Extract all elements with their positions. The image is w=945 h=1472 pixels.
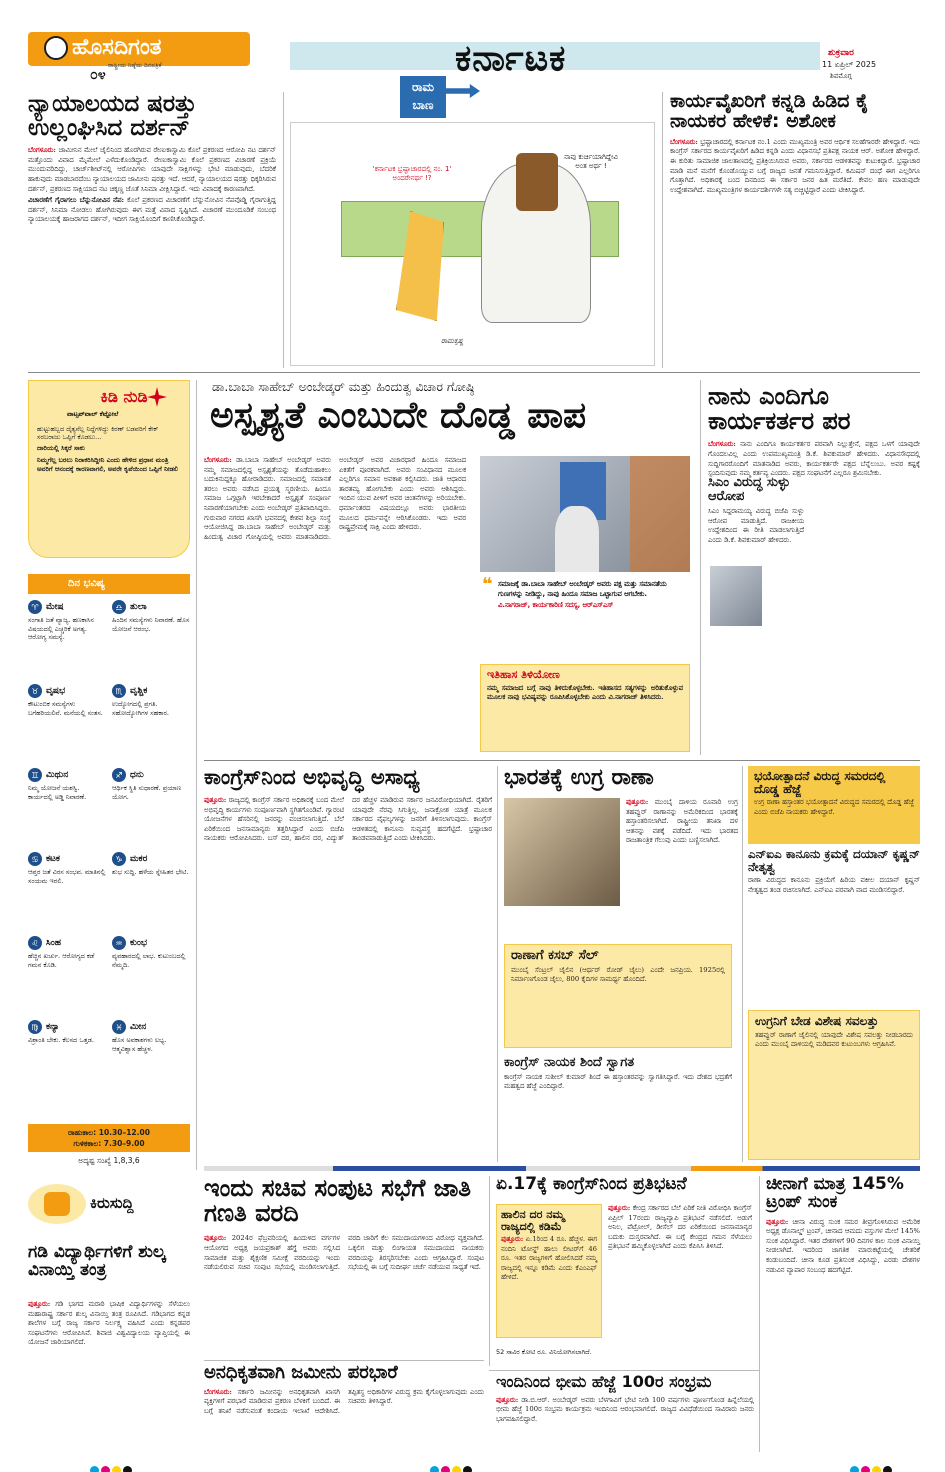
- kiru-suddi-dateline: ಪುತ್ತೂರು:: [28, 1300, 51, 1308]
- page-number: ೦೪: [90, 67, 106, 83]
- story-ambedkar-body: ಡಾ.ಬಾಬಾ ಸಾಹೇಬ್ ಅಂಬೇಡ್ಕರ್ ಅವರು ನಮ್ಮ ಸಮಾಜದಲ್ಲಿದ್ದ ಅಸ್ಪೃಶ್ಯತೆಯನ್ನು ತೊಡೆದುಹಾಕಲು ಬದುಕಿನುದ್ದಕ್ಕೂ ಹೋರಾಡಿದರು. ಸಮಾಜದಲ್ಲಿ ಸಮಾನತೆ ತರಲು ಅವರು ನಡೆಸಿದ ಪ್ರಯತ್ನ ಸ್ಮರಣೀಯ. ಹಿಂದೂ ಸಮಾಜ ಒಗ್ಗಟ್ಟಾಗಿ ಇರಬೇಕಾದರೆ ಅಸ್ಪೃಶ್ಯತೆ ಸಂಪೂರ್ಣ ನಿವಾರಣೆಯಾಗಬೇಕು ಎಂದು ಅಂಬೇಡ್ಕರ್ ಪ್ರತಿಪಾದಿಸಿದ್ದರು. ಗುರುವಾರ ನಗರದ ಖಾಸಗಿ ಭವನದಲ್ಲಿ ಕೇಶವ ಶಿಲ್ಪಾ ಸಂಸ್ಥೆ ಆಯೋಜಿಸಿದ್ದ ಡಾ.ಬಾಬಾ ಸಾಹೇಬ್ ಅಂಬೇಡ್ಕರ್ ಮತ್ತು ಹಿಂದುತ್ವ ವಿಚಾರ ಗೋಷ್ಠಿಯಲ್ಲಿ ಅವರು ಮಾತನಾಡಿದರು. ಅಂಬೇಡ್ಕರ್ ಅವರ ವಿಚಾರಧಾರೆ ಹಿಂದೂ ಸಮಾಜದ ಏಕತೆಗೆ ಪೂರಕವಾಗಿದೆ. ಅವರು ಸಂವಿಧಾನದ ಮೂಲಕ ಎಲ್ಲರಿಗೂ ಸಮಾನ ಅವಕಾಶ ಕಲ್ಪಿಸಿದರು. ಜಾತಿ ಆಧಾರದ ತಾರತಮ್ಯ ಹೋಗಬೇಕು ಎಂದು ಅವರು ಆಶಿಸಿದ್ದರು. ಇಂದಿನ ಯುವ ಪೀಳಿಗೆ ಅವರ ಚಿಂತನೆಗಳನ್ನು ಅರಿಯಬೇಕು. ಧರ್ಮಾಂತರದ ವಿಷಯದಲ್ಲೂ ಅವರು ಭಾರತೀಯ ಮೂಲದ ಧರ್ಮವನ್ನೇ ಆರಿಸಿಕೊಂಡರು. ಇದು ಅವರ ರಾಷ್ಟ್ರಪ್ರೇಮಕ್ಕೆ ಸಾಕ್ಷಿ ಎಂದು ಹೇಳಿದರು.: [204, 456, 466, 541]
- story-china-headline[interactable]: ಚೀನಾಗೆ ಮಾತ್ರ 145% ಟ್ರಂಪ್ ಸುಂಕ: [766, 1174, 904, 1212]
- story-rana-box-title: ರಾಣಾಗೆ ಕಸಬ್ ಸೆಲ್: [511, 948, 599, 963]
- story-milk-dateline: ಪುತ್ತೂರು:: [501, 1235, 524, 1244]
- story-rana-photo[interactable]: [504, 798, 620, 906]
- story-facility-body: ತಹವ್ವುರ್ ರಾಣಾಗೆ ಜೈಲಿನಲ್ಲಿ ಯಾವುದೇ ವಿಶೇಷ ಸವಲತ್ತು ನೀಡಬಾರದು ಎಂದು ಮುಂಬೈ ದಾಳಿಯಲ್ಲಿ ಮಡಿದವರ ಕುಟುಂಬಗಳು ಆಗ್ರಹಿಸಿವೆ.: [755, 1030, 913, 1049]
- story-facility-box: [748, 1010, 920, 1160]
- story-dks-sub-box: [708, 476, 804, 660]
- story-nia-title: ಎನ್‌ಐಎ ಕಾನೂನು ಕ್ರಮಕ್ಕೆ ದಯಾನ್ ಕೃಷ್ಣನ್ ನೇತೃತ್ವ: [748, 847, 920, 874]
- story-caste: [204, 1176, 484, 1356]
- kidi-nudi-q2: ನಿಮ್ಮಗೆಲ್ಲ ಬರಲು ನಿರಾಕರಿಸಿದ್ದೀನಿ ಎಂದು ಹೇಳಿದ ಪ್ರಧಾನ ಮಂತ್ರಿ ಅವರಿಗೆ ಆನಂದಕ್ಕೆ ಕಾರಣವಾಗಲಿ, ಅವರೇ ಕೃಪೆಯಿಂದ ಒಪ್ಪಿಗೆ ನೀಡಲಿ: [37, 456, 178, 473]
- horoscope-sign: ♏ ವೃಶ್ಚಿಕ ಉದ್ಯೋಗದಲ್ಲಿ ಪ್ರಗತಿ. ಸಹೋದ್ಯೋಗಿಗಳ ಸಹಕಾರ.: [112, 686, 169, 717]
- rama-bana-label: ರಾಮ ಬಾಣ: [412, 80, 434, 112]
- gulika-text: ಗುಳಿಕಕಾಲ: 7.30–9.00: [73, 1139, 145, 1148]
- story-rana-body-wrap: [626, 798, 738, 846]
- horoscope-sign: ♍ ಕನ್ಯಾ ವಿಶ್ರಾಂತಿ ಬೇಕು. ಕೆಲಸದ ಒತ್ತಡ.: [28, 1022, 94, 1044]
- horoscope-title: ದಿನ ಭವಿಷ್ಯ: [68, 578, 105, 589]
- cancer-icon: ♋: [28, 852, 42, 866]
- story-land: [204, 1364, 484, 1460]
- scorpio-icon: ♏: [112, 684, 126, 698]
- cartoon-chair-icon: [516, 153, 558, 211]
- story-ambedkar-quote: ಸಮಾಜಕ್ಕೆ ಡಾ.ಬಾಬಾ ಸಾಹೇಬ್ ಅಂಬೇಡ್ಕರ್ ಅವರು ಪಕ್ಷ ಮತ್ತು ಸಮಾನತೆಯ ಗುಣಗಳನ್ನು ನೀಡಿದ್ದು, ನಾವು ಹಿಂದೂ ಸಮಾಜ ಒಟ್ಟಾಗುವ ಆಗಬೇಕು.: [498, 580, 667, 598]
- horoscope-sign: ♈ ಮೇಷ ಸಂಗಾತಿ ಜತೆ ವ್ಯಾಜ್ಯ. ಹಣಕಾಸಿನ ವಿಷಯದಲ್ಲಿ ಎಚ್ಚರಿಕೆ ಅಗತ್ಯ. ಆರೋಗ್ಯ ಸಮಸ್ಯೆ.: [28, 602, 94, 641]
- story-congress-dev-body: ರಾಜ್ಯದಲ್ಲಿ ಕಾಂಗ್ರೆಸ್ ಸರ್ಕಾರ ಅಧಿಕಾರಕ್ಕೆ ಬಂದ ಮೇಲೆ ಅಭಿವೃದ್ಧಿ ಕಾರ್ಯಗಳು ಸಂಪೂರ್ಣವಾಗಿ ಸ್ಥಗಿತಗೊಂಡಿವೆ. ಗ್ಯಾರಂಟಿ ಯೋಜನೆಗಳ ಹೆಸರಿನಲ್ಲಿ ಜನರನ್ನು ವಂಚಿಸಲಾಗುತ್ತಿದೆ. ಬೆಲೆ ಏರಿಕೆಯಿಂದ ಜನಸಾಮಾನ್ಯರು ತತ್ತರಿಸಿದ್ದಾರೆ ಎಂದು ಬಿಜೆಪಿ ನಾಯಕರು ಆರೋಪಿಸಿದರು. ಬಸ್ ದರ, ಹಾಲಿನ ದರ, ವಿದ್ಯುತ್ ದರ ಹೆಚ್ಚಳ ಮಾಡಿರುವ ಸರ್ಕಾರ ಜನವಿರೋಧಿಯಾಗಿದೆ. ರೈತರಿಗೆ ಯಾವುದೇ ನೆರವು ಸಿಗುತ್ತಿಲ್ಲ. ಜನಾಕ್ರೋಶ ಯಾತ್ರೆ ಮೂಲಕ ಸರ್ಕಾರದ ವೈಫಲ್ಯಗಳನ್ನು ಜನರಿಗೆ ತಿಳಿಸಲಾಗುವುದು. ಕಾಂಗ್ರೆಸ್ ಆಡಳಿತದಲ್ಲಿ ಕಾನೂನು ಸುವ್ಯವಸ್ಥೆ ಹದಗೆಟ್ಟಿದೆ. ಭ್ರಷ್ಟಾಚಾರ ತಾಂಡವವಾಡುತ್ತಿದೆ ಎಂದು ಟೀಕಿಸಿದರು.: [204, 796, 492, 843]
- story-nia: [748, 848, 920, 998]
- horoscope-sign: ♒ ಕುಂಭ ವ್ಯವಹಾರದಲ್ಲಿ ಲಾಭ. ಕುಟುಂಬದಲ್ಲಿ ನೆಮ್ಮದಿ.: [112, 938, 186, 969]
- story-congress-dev: [204, 766, 492, 1162]
- story-china-body: ಚೀನಾ ವಿರುದ್ಧ ಸುಂಕ ಸಮರ ತೀವ್ರಗೊಳಿಸಿರುವ ಅಮೆರಿಕ ಅಧ್ಯಕ್ಷ ಡೊನಾಲ್ಡ್ ಟ್ರಂಪ್, ಚೀನಾದ ಆಮದು ವಸ್ತುಗಳ ಮೇಲೆ 145% ಸುಂಕ ವಿಧಿಸಿದ್ದಾರೆ. ಇತರ ದೇಶಗಳಿಗೆ 90 ದಿನಗಳ ಕಾಲ ಸುಂಕ ವಿನಾಯ್ತಿ ನೀಡಲಾಗಿದೆ. ಇದರಿಂದ ಜಾಗತಿಕ ಮಾರುಕಟ್ಟೆಯಲ್ಲಿ ಚೇತರಿಕೆ ಕಂಡುಬಂದಿದೆ. ಚೀನಾ ಕೂಡ ಪ್ರತಿಸುಂಕ ವಿಧಿಸಿದ್ದು, ಎರಡು ದೇಶಗಳ ನಡುವಿನ ವ್ಯಾಪಾರ ಸಂಬಂಧ ಹದಗೆಟ್ಟಿದೆ.: [766, 1217, 920, 1274]
- kidi-nudi-byline: ವಾಟ್ಸಪ್‌ವಾಲ್ ಕೆಟ್ಟೋಲೆ: [67, 409, 119, 418]
- registration-marks-right: [850, 1460, 894, 1472]
- horoscope-sign: ♎ ತುಲಾ ಹಿಂದಿನ ಸಮಸ್ಯೆಗಳು ನಿವಾರಣೆ. ಹೊಸ ಯೋಜನೆ ಆರಂಭ.: [112, 602, 190, 633]
- quote-mark-icon: ❝: [482, 574, 493, 595]
- story-darshan-body: ಜಾಮೀನಿನ ಮೇಲೆ ಜೈಲಿನಿಂದ ಹೊರಗಿರುವ ರೇಣುಕಾಸ್ವಾಮಿ ಕೊಲೆ ಪ್ರಕರಣದ ಆರೋಪಿ ನಟ ದರ್ಶನ್ ಮತ್ತೊಂದು ವಿವಾದ ಮೈಮೇಲೆ ಎಳೆದುಕೊಂಡಿದ್ದಾರೆ. ರೇಣುಕಾಸ್ವಾಮಿ ಕೊಲೆ ಪ್ರಕರಣದ ವಿಚಾರಣೆ ಪ್ರಕ್ರಿಯೆ ಮುಂದುವರಿದಿದ್ದು, ಚಾರ್ಜ್‌ಶೀಟ್‌ನಲ್ಲಿ ಆರೋಪಿಗಳು ಯಾವುದೇ ಸಾಕ್ಷಿಗಳನ್ನು ಭೇಟಿ ಮಾಡುವುದು, ಬೆದರಿಕೆ ಹಾಕುವುದು ಮಾಡಬಾರದೆಂಬ ನ್ಯಾಯಾಲಯದ ಜಾಮೀನು ಷರತ್ತು ಇದೆ. ಆದರೆ, ನ್ಯಾಯಾಲಯದ ಷರತ್ತು ಧಿಕ್ಕರಿಸಿರುವ ದರ್ಶನ್, ಪ್ರಕರಣದ ಸಾಕ್ಷಿಯಾದ ನಟ ಚಿಕ್ಕಣ್ಣ ಜೊತೆ ಸಿನಿಮಾ ವೀಕ್ಷಿಸಿದ್ದಾರೆ. ಇದು ವಿವಾದಕ್ಕೆ ಕಾರಣವಾಗಿದೆ.: [28, 146, 276, 193]
- story-dks-headline[interactable]: ನಾನು ಎಂದಿಗೂ ಕಾರ್ಯಕರ್ತರ ಪರ: [708, 382, 851, 436]
- date-day: ಶುಕ್ರವಾರ: [828, 48, 854, 58]
- capricorn-icon: ♑: [112, 852, 126, 866]
- masthead: [0, 0, 945, 88]
- thumbs-up-icon: [44, 1192, 70, 1216]
- kidi-nudi-box: [28, 380, 190, 558]
- registration-marks-center: [430, 1460, 474, 1472]
- story-rana-sub-title: ಕಾಂಗ್ರೆಸ್ ನಾಯಕ ಶಿಂದೆ ಸ್ವಾಗತ: [504, 1055, 635, 1070]
- horoscope-sign: ♋ ಕಟಕ ಆಪ್ತರ ಜತೆ ವಿರಸ ಸಂಭವ. ಮಾತಿನಲ್ಲಿ ಸಂಯಮ ಇರಲಿ.: [28, 854, 106, 885]
- rahukala-box: [28, 1124, 190, 1152]
- kiru-suddi-headline[interactable]: ಗಡಿ ವಿದ್ಯಾರ್ಥಿಗಳಿಗೆ ಶುಲ್ಕ ವಿನಾಯ್ತಿ ತಂತ್ರ: [28, 1242, 166, 1280]
- story-ambedkar-history-body: ನಮ್ಮ ಸಮಾಜದ ಬಗ್ಗೆ ನಾವು ತಿಳಿದುಕೊಳ್ಳಬೇಕು. ಇತಿಹಾಸದ ಸತ್ಯಗಳನ್ನು ಅರಿತುಕೊಳ್ಳುವ ಮೂಲಕ ನಾವು ಭವಿಷ್ಯವನ್ನು ರೂಪಿಸಿಕೊಳ್ಳಬೇಕು ಎಂದು ವಿ.ನಾಗರಾಜ್ ತಿಳಿಸಿದರು.: [487, 683, 683, 702]
- story-caste-dateline: ಪುತ್ತೂರು:: [204, 1234, 227, 1243]
- story-congress-dev-dateline: ಪುತ್ತೂರು:: [204, 796, 227, 805]
- horoscope-header: [28, 574, 190, 594]
- horoscope-sign: ♑ ಮಕರ ಶುಭ ಸುದ್ದಿ. ಹಳೆಯ ಸ್ನೇಹಿತರ ಭೇಟಿ.: [112, 854, 189, 876]
- story-rana: [504, 766, 738, 1162]
- logo-emblem-icon: [44, 36, 68, 60]
- lucky-number: ಅದೃಷ್ಟ ಸಂಖ್ಯೆ 1,8,3,6: [78, 1156, 140, 1165]
- registration-marks-left: [90, 1460, 134, 1472]
- horoscope-sign: ♓ ಮೀನ ಹೊಸ ಅವಕಾಶಗಳು ಲಭ್ಯ. ಆತ್ಮವಿಶ್ವಾಸ ಹೆಚ್ಚಳ.: [112, 1022, 167, 1053]
- story-rana-dateline: ಪುತ್ತೂರು:: [626, 798, 649, 806]
- story-protest-headline[interactable]: ಏ.17ಕ್ಕೆ ಕಾಂಗ್ರೆಸ್‌ನಿಂದ ಪ್ರತಿಭಟನೆ: [496, 1174, 687, 1194]
- story-dks-sub-headline: ಸಿಎಂ ವಿರುದ್ಧ ಸುಳ್ಳು ಆರೋಪ: [708, 475, 790, 504]
- story-ambedkar-body-block: [204, 456, 466, 754]
- story-dks-sub-body: ಸಿಎಂ ಸಿದ್ದರಾಮಯ್ಯ ವಿರುದ್ಧ ಬಿಜೆಪಿ ಸುಳ್ಳು ಆರೋಪ ಮಾಡುತ್ತಿದೆ. ರಾಜಕೀಯ ಉದ್ದೇಶದಿಂದ ಈ ರೀತಿ ಮಾಡಲಾಗುತ್ತಿದೆ ಎಂದು ಡಿ.ಕೆ. ಶಿವಕುಮಾರ್ ಹೇಳಿದರು.: [708, 507, 804, 545]
- kiru-suddi-title: ಕಿರುಸುದ್ದಿ: [90, 1194, 134, 1212]
- story-terror-box: [748, 766, 920, 844]
- logo-tagline: ರಾಷ್ಟ್ರೀಯ ನಿಷ್ಠೆಯ ದಿನಪತ್ರಿಕೆ: [108, 62, 162, 69]
- story-nia-body: ರಾಣಾ ವಿರುದ್ಧದ ಕಾನೂನು ಪ್ರಕ್ರಿಯೆಗೆ ಹಿರಿಯ ವಕೀಲ ದಯಾನ್ ಕೃಷ್ಣನ್ ನೇತೃತ್ವದ ತಂಡ ರಚಿಸಲಾಗಿದೆ. ಎನ್‌ಐಎ ಪರವಾಗಿ ವಾದ ಮಂಡಿಸಲಿದ್ದಾರೆ.: [748, 876, 920, 894]
- rahukala-text: ರಾಹುಕಾಲ: 10.30–12.00: [68, 1128, 150, 1137]
- kidi-nudi-a1: ದಾರಿಯಲ್ಲಿ ಸಿಕ್ಕರೆ ಸಾಕು: [37, 443, 85, 452]
- date-full: 11 ಏಪ್ರಿಲ್ 2025: [822, 60, 877, 69]
- story-ambedkar-quote-author: ವಿ.ನಾಗರಾಜ್, ಕಾರ್ಯಕಾರಿಣಿ ಸದಸ್ಯ, ಆರ್‌ಎಸ್‌ಎಸ್: [498, 601, 614, 609]
- sagittarius-icon: ♐: [112, 768, 126, 782]
- story-rana-cell-box: [504, 944, 732, 1048]
- story-protest: [496, 1176, 754, 1366]
- section-divider: [204, 1166, 920, 1171]
- story-darshan-dateline: ಬೆಂಗಳೂರು:: [28, 146, 56, 155]
- story-facility-title: ಉಗ್ರನಿಗೆ ಬೇಡ ವಿಶೇಷ ಸವಲತ್ತು: [755, 1014, 879, 1028]
- aries-icon: ♈: [28, 600, 42, 614]
- edition-city: ಶಿವಮೊಗ್ಗ: [830, 72, 852, 80]
- story-ambedkar-quote-box: [480, 576, 690, 660]
- story-bheema-dateline: ಪುತ್ತೂರು:: [496, 1395, 519, 1404]
- horoscope-sign: ♉ ವೃಷಭ ಕೌಟುಂಬಿಕ ಸಮಸ್ಯೆಗಳು ಬಗೆಹರಿಯಲಿವೆ. ಮನೆಯಲ್ಲಿ ಸಂತಸ.: [28, 686, 103, 717]
- story-rana-headline[interactable]: ಭಾರತಕ್ಕೆ ಉಗ್ರ ರಾಣಾ: [504, 765, 654, 790]
- story-dks-body: ನಾನು ಎಂದಿಗೂ ಕಾರ್ಯಕರ್ತರ ಪರವಾಗಿ ನಿಲ್ಲುತ್ತೇನೆ, ಪಕ್ಷದ ಒಳಗೆ ಯಾವುದೇ ಗೊಂದಲವಿಲ್ಲ ಎಂದು ಉಪಮುಖ್ಯಮಂತ್ರಿ ಡಿ.ಕೆ. ಶಿವಕುಮಾರ್ ಹೇಳಿದರು. ವಿಧಾನಸೌಧದಲ್ಲಿ ಸುದ್ದಿಗಾರರೊಂದಿಗೆ ಮಾತನಾಡಿದ ಅವರು, ಕಾರ್ಯಕರ್ತರೇ ಪಕ್ಷದ ಬೆನ್ನೆಲುಬು. ಅವರ ಕಷ್ಟಕ್ಕೆ ಸ್ಪಂದಿಸುವುದು ನಮ್ಮ ಕರ್ತವ್ಯ ಎಂದರು. ಪಕ್ಷದ ಸಂಘಟನೆಗೆ ಎಲ್ಲರೂ ಶ್ರಮಿಸಬೇಕು.: [708, 440, 920, 478]
- kiru-suddi-body: ಗಡಿ ಭಾಗದ ಮರಾಠಿ ಭಾಷಿಕ ವಿದ್ಯಾರ್ಥಿಗಳನ್ನು ಸೆಳೆಯಲು ಮಹಾರಾಷ್ಟ್ರ ಸರ್ಕಾರ ಶುಲ್ಕ ವಿನಾಯ್ತಿ ತಂತ್ರ ರೂಪಿಸಿದೆ. ಗಡಿಭಾಗದ ಕನ್ನಡ ಶಾಲೆಗಳ ಬಗ್ಗೆ ರಾಜ್ಯ ಸರ್ಕಾರ ನಿರ್ಲಕ್ಷ್ಯ ವಹಿಸಿದೆ ಎಂದು ಕನ್ನಡಪರ ಸಂಘಟನೆಗಳು ಆರೋಪಿಸಿವೆ. ಶಿವಾಜಿ ವಿಶ್ವವಿದ್ಯಾಲಯ ವ್ಯಾಪ್ತಿಯಲ್ಲಿ ಈ ಯೋಜನೆ ಜಾರಿಯಾಗಲಿದೆ.: [28, 1300, 190, 1347]
- story-china: [766, 1176, 920, 1456]
- story-dks-dateline: ಬೆಂಗಳೂರು:: [708, 440, 736, 449]
- section-title: ಕರ್ನಾಟಕ: [455, 38, 567, 79]
- leo-icon: ♌: [28, 936, 42, 950]
- story-darshan-headline[interactable]: ನ್ಯಾಯಾಲಯದ ಷರತ್ತು ಉಲ್ಲಂಘಿಸಿದ ದರ್ಶನ್: [28, 91, 197, 142]
- story-china-dateline: ಪುತ್ತೂರು:: [766, 1217, 789, 1226]
- story-congress-dev-headline[interactable]: ಕಾಂಗ್ರೆಸ್‌ನಿಂದ ಅಭಿವೃದ್ಧಿ ಅಸಾಧ್ಯ: [204, 765, 420, 789]
- story-land-headline[interactable]: ಅನಧಿಕೃತವಾಗಿ ಜಮೀನು ಪರಭಾರೆ: [204, 1362, 398, 1383]
- story-protest-dateline: ಪುತ್ತೂರು:: [608, 1204, 631, 1212]
- story-protest-body-wrap: [608, 1204, 752, 1252]
- story-ambedkar-dateline: ಬೆಂಗಳೂರು:: [204, 456, 232, 464]
- logo-text: ಹೊಸದಿಗಂತ: [72, 35, 162, 60]
- kidi-nudi-title: ಕಿಡಿ ನುಡಿ: [100, 387, 148, 406]
- story-protest-body: ಕೇಂದ್ರ ಸರ್ಕಾರದ ಬೆಲೆ ಏರಿಕೆ ನೀತಿ ವಿರೋಧಿಸಿ ಕಾಂಗ್ರೆಸ್ ಏಪ್ರಿಲ್ 17ರಂದು ರಾಜ್ಯವ್ಯಾಪಿ ಪ್ರತಿಭಟನೆ ನಡೆಸಲಿದೆ. ಅಡುಗೆ ಅನಿಲ, ಪೆಟ್ರೋಲ್, ಡೀಸೆಲ್ ದರ ಏರಿಕೆಯಿಂದ ಜನಸಾಮಾನ್ಯರ ಬದುಕು ದುಸ್ತರವಾಗಿದೆ. ಈ ಬಗ್ಗೆ ಕೇಂದ್ರದ ಗಮನ ಸೆಳೆಯಲು ಪ್ರತಿಭಟನೆ ಹಮ್ಮಿಕೊಳ್ಳಲಾಗಿದೆ ಎಂದು ಕೆಪಿಸಿಸಿ ತಿಳಿಸಿದೆ.: [608, 1204, 752, 1251]
- story-ambedkar-headline[interactable]: ಅಸ್ಪೃಶ್ಯತೆ ಎಂಬುದೇ ದೊಡ್ಡ ಪಾಪ: [210, 395, 587, 437]
- story-bheema: [496, 1374, 754, 1458]
- story-ambedkar-history-title: ಇತಿಹಾಸ ತಿಳಿಯೋಣ: [487, 668, 560, 681]
- story-rana-box-body: ಮುಂಬೈ ಸೆಂಟ್ರಲ್ ಜೈಲಿನ (ಆರ್ಥರ್ ರೋಡ್ ಜೈಲು) ಎಂದೇ ಜನಪ್ರಿಯ. 1925ರಲ್ಲಿ ನಿರ್ಮಾಣಗೊಂಡ ಜೈಲು, 800 ಕೈದಿಗಳ ಸಾಮರ್ಥ್ಯ ಹೊಂದಿದೆ.: [511, 965, 725, 984]
- story-darshan-subhead: ವಿಚಾರಣೆಗೆ ಗೈರಾಗಲು ಬೆನ್ನುನೋವಿನ ನೆಪ:: [28, 196, 124, 205]
- story-caste-body: 2024ರ ಫೆಬ್ರವರಿಯಲ್ಲಿ ಹಿಂದುಳಿದ ವರ್ಗಗಳ ಆಯೋಗದ ಅಧ್ಯಕ್ಷ ಜಯಪ್ರಕಾಶ್ ಹೆಗ್ಡೆ ಅವರು ಸಲ್ಲಿಸಿದ ಸಾಮಾಜಿಕ ಮತ್ತು ಶೈಕ್ಷಣಿಕ ಸಮೀಕ್ಷೆ ವರದಿಯನ್ನು ಇಂದು ನಡೆಯಲಿರುವ ಸಚಿವ ಸಂಪುಟ ಸಭೆಯಲ್ಲಿ ಮಂಡಿಸಲಾಗುತ್ತಿದೆ. ವರದಿ ಜಾರಿಗೆ ಕೆಲ ಸಮುದಾಯಗಳಿಂದ ವಿರೋಧ ವ್ಯಕ್ತವಾಗಿದೆ. ಒಕ್ಕಲಿಗ ಮತ್ತು ಲಿಂಗಾಯತ ಸಮುದಾಯದ ನಾಯಕರು ವರದಿಯನ್ನು ತಿರಸ್ಕರಿಸಬೇಕು ಎಂದು ಆಗ್ರಹಿಸಿದ್ದಾರೆ. ಸಂಪುಟ ಸಭೆಯಲ್ಲಿ ಈ ಬಗ್ಗೆ ಸುದೀರ್ಘ ಚರ್ಚೆ ನಡೆಯುವ ಸಾಧ್ಯತೆ ಇದೆ.: [204, 1234, 484, 1272]
- story-rana-shinde: [504, 1056, 732, 1092]
- story-caste-headline[interactable]: ಇಂದು ಸಚಿವ ಸಂಪುಟ ಸಭೆಗೆ ಜಾತಿ ಗಣತಿ ವರದಿ: [204, 1174, 472, 1228]
- story-darshan: [28, 92, 276, 367]
- story-milk-footnote: 52 ಸಾವಿರ ಕೋಟಿ ರೂ. ವಿನಿಯೋಗಿಸಲಾಗಿದೆ.: [496, 1348, 592, 1356]
- virgo-icon: ♍: [28, 1020, 42, 1034]
- story-bheema-body: ಡಾ.ಬಿ.ಆರ್. ಅಂಬೇಡ್ಕರ್ ಅವರು ಬೆಳಗಾವಿಗೆ ಭೇಟಿ ನೀಡಿ 100 ವರ್ಷಗಳು ಪೂರ್ಣಗೊಂಡ ಹಿನ್ನೆಲೆಯಲ್ಲಿ ಭೀಮ ಹೆಜ್ಜೆ 100ರ ಸಂಭ್ರಮ ಕಾರ್ಯಕ್ರಮ ಇಂದಿನಿಂದ ಆರಂಭವಾಗಲಿದೆ. ರಾಜ್ಯದ ವಿವಿಧೆಡೆಯಿಂದ ಸಾವಿರಾರು ಜನರು ಭಾಗವಹಿಸಲಿದ್ದಾರೆ.: [496, 1395, 754, 1423]
- speaker-figure-image: [555, 506, 599, 572]
- horoscope-sign: ♌ ಸಿಂಹ ಹೆಚ್ಚಿನ ಖರ್ಚು. ಆರೋಗ್ಯದ ಕಡೆ ಗಮನ ಕೊಡಿ.: [28, 938, 95, 969]
- aquarius-icon: ♒: [112, 936, 126, 950]
- story-ashok-headline[interactable]: ಕಾರ್ಯವೈಖರಿಗೆ ಕನ್ನಡಿ ಹಿಡಿದ ಕೈ ನಾಯಕರ ಹೇಳಿಕೆ: ಅಶೋಕ: [670, 90, 869, 132]
- story-terror-body: ಉಗ್ರ ರಾಣಾ ಹಸ್ತಾಂತರ ಭಯೋತ್ಪಾದನೆ ವಿರುದ್ಧದ ಸಮರದಲ್ಲಿ ದೊಡ್ಡ ಹೆಜ್ಜೆ ಎಂದು ಬಿಜೆಪಿ ನಾಯಕರು ಹೇಳಿದ್ದಾರೆ.: [754, 798, 914, 816]
- story-terror-headline[interactable]: ಭಯೋತ್ಪಾದನೆ ವಿರುದ್ಧ ಸಮರದಲ್ಲಿ ದೊಡ್ಡ ಹೆಜ್ಜೆ: [754, 769, 886, 796]
- horoscope-grid: [28, 600, 190, 1122]
- cartoon-bubble-right: ನಾವು ಕುರ್ಚಿಯಾಗಿದ್ದೇವಿ ಅಂತ ಅರ್ಥ !: [564, 153, 618, 170]
- libra-icon: ♎: [112, 600, 126, 614]
- story-land-dateline: ಬೆಂಗಳೂರು:: [204, 1387, 232, 1396]
- taurus-icon: ♉: [28, 684, 42, 698]
- kidi-nudi-q1: ಹುಟ್ಟುಹಬ್ಬದ ದೈತ್ಯನೆಲ್ಲ ನಿದ್ದೆಗಳಿದ್ದು ಕಿರಣ್ ಬಡವರಿಗೆ ಕೇಕ್ ಸರಬರಾಜು ಒಪ್ಪಿಗೆ ಕೊಡಲು...: [37, 424, 159, 442]
- cartoon-signature: ರಾಮಕೃಷ್ಣ: [441, 337, 464, 345]
- story-ambedkar-photo[interactable]: [480, 456, 690, 572]
- story-milk-headline[interactable]: ಹಾಲಿನ ದರ ನಮ್ಮ ರಾಜ್ಯದಲ್ಲಿ ಕಡಿಮೆ: [501, 1208, 565, 1233]
- stage-backdrop-image: [630, 456, 690, 572]
- cartoon-panel[interactable]: [290, 122, 655, 366]
- story-ashok-dateline: ಬೆಂಗಳೂರು:: [670, 137, 698, 146]
- kiru-suddi: [28, 1184, 190, 1454]
- story-darshan-body2: ಕೊಲೆ ಪ್ರಕರಣದ ವಿಚಾರಣೆಗೆ ಬೆನ್ನುನೋವಿನ ನೆಪವೊಡ್ಡಿ ಗೈರಾಗುತ್ತಿದ್ದ ದರ್ಶನ್, ಸಿನಿಮಾ ನೋಡಲು ಹೋಗಿರುವುದು ಈಗ ಮತ್ತೆ ವಿವಾದ ಸೃಷ್ಟಿಸಿದೆ. ವಿಚಾರಣೆ ಮುಂದೂಡಿಕೆ ಸಂಬಂಧ ನ್ಯಾಯಾಲಯಕ್ಕೆ ಹಾಜರಾಗದ ದರ್ಶನ್, ಇದೀಗ ಸಾಕ್ಷಿಯೊಂದಿಗೆ ಕಾಣಿಸಿಕೊಂಡಿದ್ದಾರೆ.: [28, 196, 276, 224]
- rama-bana-tag: [400, 76, 446, 118]
- story-rana-body: ಮುಂಬೈ ದಾಳಿಯ ರೂವಾರಿ ಉಗ್ರ ತಹವ್ವುರ್ ರಾಣಾನನ್ನು ಅಮೆರಿಕದಿಂದ ಭಾರತಕ್ಕೆ ಹಸ್ತಾಂತರಿಸಲಾಗಿದೆ. ರಾಷ್ಟ್ರೀಯ ತನಿಖಾ ದಳ ಆತನನ್ನು ವಶಕ್ಕೆ ಪಡೆದಿದೆ. ಇದು ಭಾರತದ ರಾಜತಾಂತ್ರಿಕ ಗೆಲುವು ಎಂದು ಬಣ್ಣಿಸಲಾಗಿದೆ.: [626, 798, 738, 845]
- story-rana-sub-body: ಕಾಂಗ್ರೆಸ್ ನಾಯಕ ಸುಶೀಲ್ ಕುಮಾರ್ ಶಿಂದೆ ಈ ಹಸ್ತಾಂತರವನ್ನು ಸ್ವಾಗತಿಸಿದ್ದಾರೆ. ಇದು ದೇಶದ ಭದ್ರತೆಗೆ ಮಹತ್ವದ ಹೆಜ್ಜೆ ಎಂದಿದ್ದಾರೆ.: [504, 1072, 732, 1091]
- story-dks-photo[interactable]: [710, 566, 762, 626]
- story-ashok-body: ಭ್ರಷ್ಟಾಚಾರದಲ್ಲಿ ಕರ್ನಾಟಕ ನಂ.1 ಎಂದು ಮುಖ್ಯಮಂತ್ರಿ ಅವರ ಆರ್ಥಿಕ ಸಲಹೆಗಾರರೇ ಹೇಳಿದ್ದಾರೆ. ಇದು ಕಾಂಗ್ರೆಸ್ ಸರ್ಕಾರದ ಕಾರ್ಯವೈಖರಿಗೆ ಹಿಡಿದ ಕನ್ನಡಿ ಎಂದು ವಿಧಾನಸಭೆ ಪ್ರತಿಪಕ್ಷ ನಾಯಕ ಆರ್. ಅಶೋಕ ಹೇಳಿದ್ದಾರೆ. ಈ ಕುರಿತು ಸಾಮಾಜಿಕ ಜಾಲತಾಣದಲ್ಲಿ ಪ್ರತಿಕ್ರಿಯಿಸಿರುವ ಅವರು, ಸರ್ಕಾರದ ಆಡಳಿತವನ್ನು ಕುಟುಕಿದ್ದಾರೆ. ಭ್ರಷ್ಟಾಚಾರ ಮಾಡಿ ಮನೆ ಮನೆಗೆ ಕೊಂಡೊಯ್ಯುವ ಬಗ್ಗೆ ರಾಜ್ಯದ ಜನತೆ ಗಮನಿಸುತ್ತಿದ್ದಾರೆ. ಕಮಿಷನ್ ದಂಧೆ ಈಗ ಎಲ್ಲರಿಗೂ ಗೊತ್ತಾಗಿದೆ. ಅಧಿಕಾರಕ್ಕೆ ಬಂದ ದಿನದಿಂದ ಈ ಸರ್ಕಾರ ಜನರ ಹಿತ ಮರೆತಿದೆ. ಕೇವಲ ಹಣ ಮಾಡುವುದೇ ಉದ್ದೇಶವಾಗಿದೆ. ಮುಖ್ಯಮಂತ್ರಿಗಳ ಕಾರ್ಯದರ್ಶಿಗಳೇ ಸತ್ಯ ಬಿಚ್ಚಿಟ್ಟಿದ್ದಾರೆ ಎಂದು ಟೀಕಿಸಿದ್ದಾರೆ.: [670, 137, 920, 194]
- story-ambedkar-kicker: ಡಾ.ಬಾಬಾ ಸಾಹೇಬ್ ಅಂಬೇಡ್ಕರ್ ಮತ್ತು ಹಿಂದುತ್ವ ವಿಚಾರ ಗೋಷ್ಠಿ: [212, 379, 475, 394]
- story-ashok: [670, 92, 920, 367]
- story-bheema-headline[interactable]: ಇಂದಿನಿಂದ ಭೀಮ ಹೆಜ್ಜೆ 100ರ ಸಂಭ್ರಮ: [496, 1372, 712, 1391]
- story-milk-body: ಏ.1ರಿಂದ 4 ರೂ. ಹೆಚ್ಚಳ. ಈಗ ನಂದಿನಿ ಟೋನ್ಡ್ ಹಾಲು ಲೀಟರ್‌ಗೆ 46 ರೂ. ಇತರ ರಾಜ್ಯಗಳಿಗೆ ಹೋಲಿಸಿದರೆ ನಮ್ಮ ರಾಜ್ಯದಲ್ಲಿ ಇನ್ನೂ ಕಡಿಮೆ ಎಂದು ಕೆಎಂಎಫ್ ಹೇಳಿದೆ.: [501, 1235, 597, 1282]
- pisces-icon: ♓: [112, 1020, 126, 1034]
- story-land-body: ಸರ್ಕಾರಿ ಜಮೀನನ್ನು ಅನಧಿಕೃತವಾಗಿ ಖಾಸಗಿ ವ್ಯಕ್ತಿಗಳಿಗೆ ಪರಭಾರೆ ಮಾಡಿರುವ ಪ್ರಕರಣ ಬೆಳಕಿಗೆ ಬಂದಿದೆ. ಈ ಬಗ್ಗೆ ತನಿಖೆ ನಡೆಸುವಂತೆ ಕಂದಾಯ ಇಲಾಖೆ ಆದೇಶಿಸಿದೆ. ತಪ್ಪಿತಸ್ಥ ಅಧಿಕಾರಿಗಳ ವಿರುದ್ಧ ಕ್ರಮ ಕೈಗೊಳ್ಳಲಾಗುವುದು ಎಂದು ಸಚಿವರು ತಿಳಿಸಿದ್ದಾರೆ.: [204, 1387, 484, 1416]
- horoscope-sign: ♐ ಧನು ಆರ್ಥಿಕ ಸ್ಥಿತಿ ಸುಧಾರಣೆ. ಪ್ರಯಾಣ ಯೋಗ.: [112, 770, 182, 801]
- story-milk-box: [496, 1204, 602, 1338]
- story-ambedkar-history-box: [480, 664, 690, 752]
- kiru-suddi-body-wrap: [28, 1300, 190, 1348]
- horoscope-sign: ♊ ಮಿಥುನ ನಿಮ್ಮ ಯೋಜನೆ ಯಶಸ್ವಿ. ಕಾರ್ಯದಲ್ಲಿ ಅಡ್ಡಿ ನಿವಾರಣೆ.: [28, 770, 87, 801]
- cartoon-bubble-left: 'ಕರ್ನಾಟಕ ಭ್ರಷ್ಟಾಚಾರದಲ್ಲಿ ನಂ. 1' ಅಂದರೇನರ್ಥ !?: [372, 165, 452, 182]
- gemini-icon: ♊: [28, 768, 42, 782]
